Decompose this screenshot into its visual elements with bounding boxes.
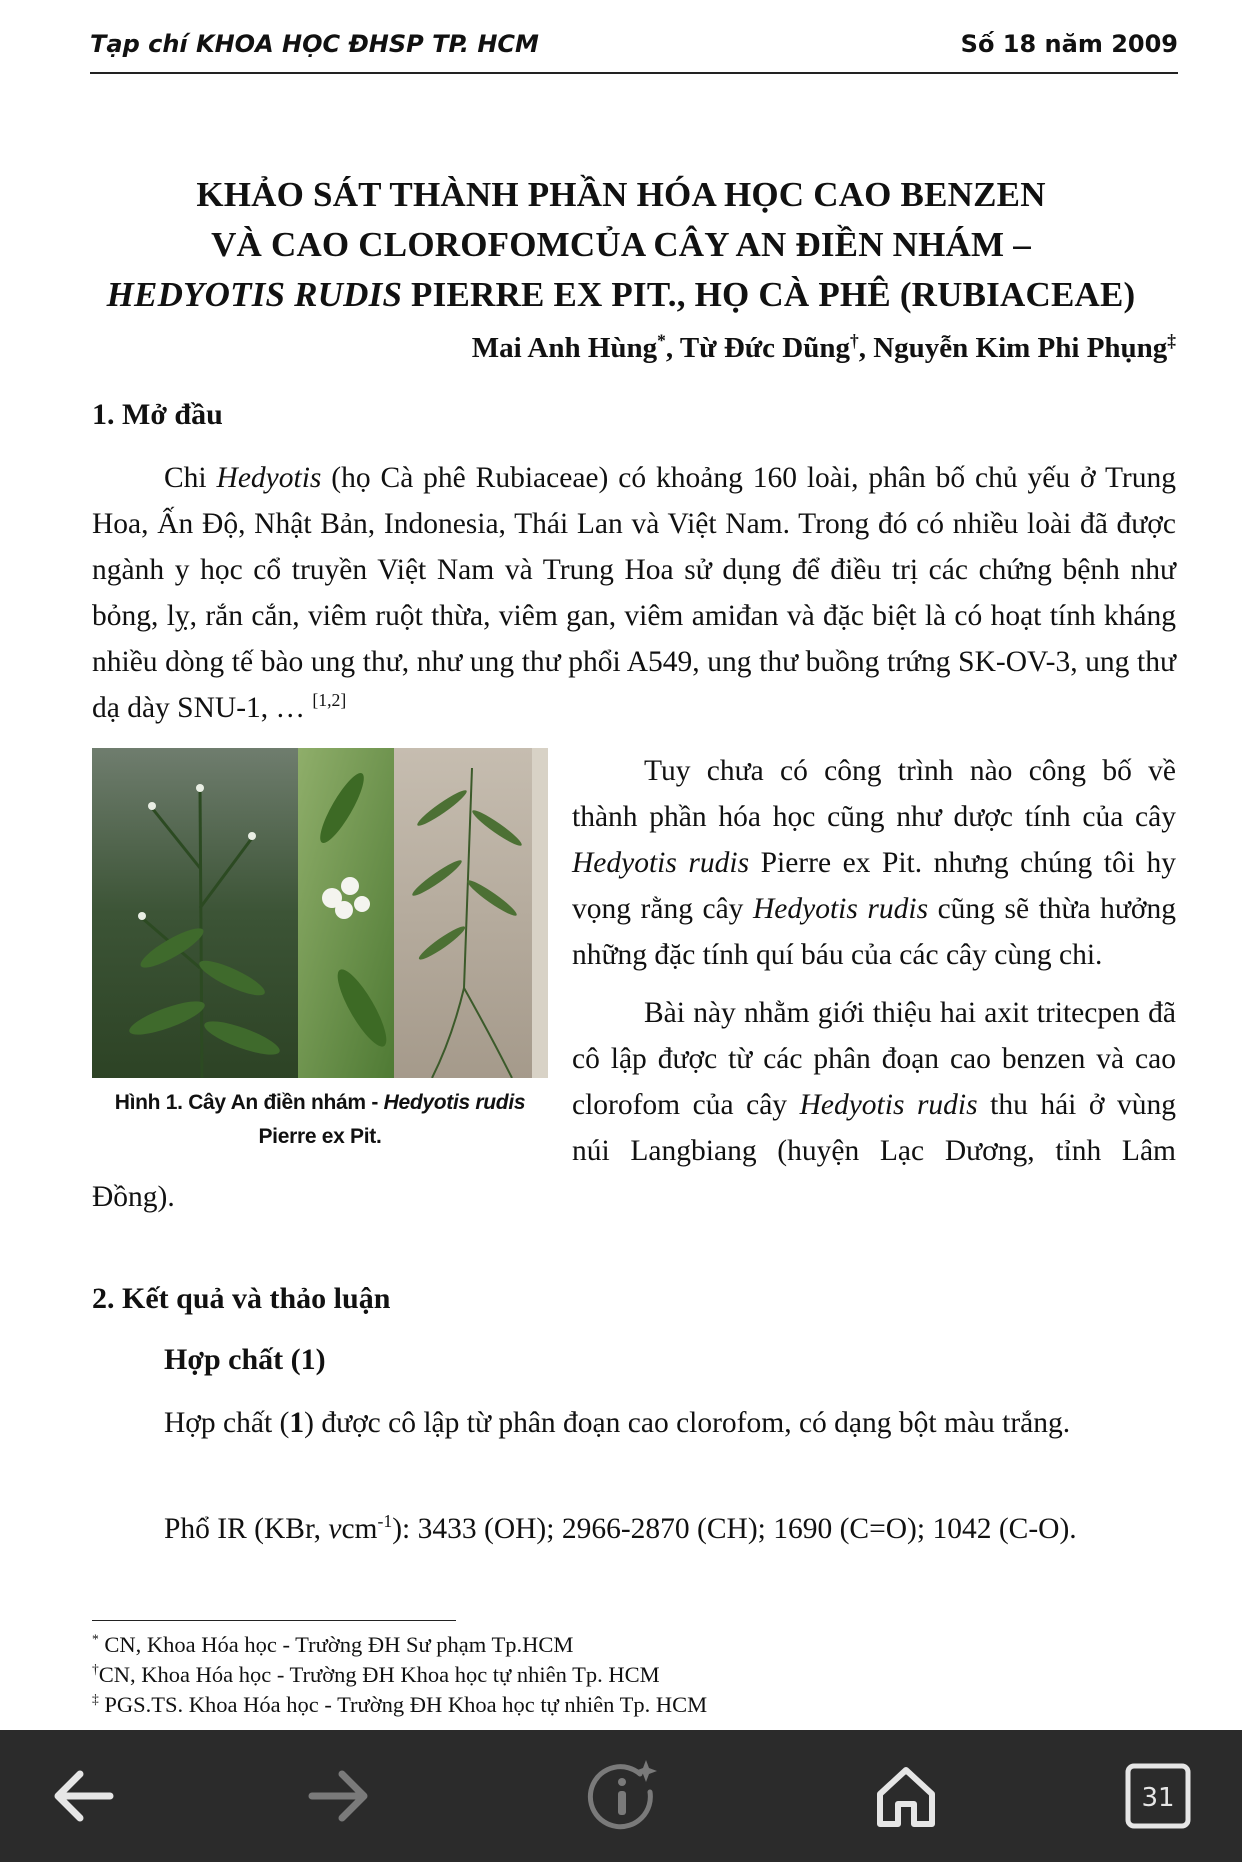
title-line-3: HEDYOTIS RUDIS PIERRE EX PIT., HỌ CÀ PHÊ (RUBIACEAE) (106, 275, 1136, 314)
footnote-divider (92, 1620, 456, 1621)
author-mark: † (850, 330, 859, 351)
intro-with-figure (92, 748, 1176, 1220)
back-button[interactable] (44, 1756, 124, 1836)
footnote: ‡ PGS.TS. Khoa Hóa học - Trường ĐH Khoa học tự nhiên Tp. HCM (92, 1691, 708, 1717)
footnotes (92, 1630, 707, 1720)
figure-caption: Hình 1. Cây An điền nhám - Hedyotis rudis Pierre ex Pit. (114, 1091, 526, 1148)
author-name: Từ Đức Dũng (679, 332, 850, 364)
arrow-right-icon (298, 1756, 378, 1836)
compound-heading: Hợp chất (1) (164, 1343, 326, 1376)
section-heading-results: 2. Kết quả và thảo luận (92, 1282, 391, 1315)
arrow-left-icon (44, 1756, 124, 1836)
title-line-2: VÀ CAO CLOROFOMCỦA CÂY AN ĐIỀN NHÁM – (211, 225, 1031, 264)
footnote: * CN, Khoa Hóa học - Trường ĐH Sư phạm Tp.HCM (92, 1631, 574, 1657)
figure-1 (92, 748, 548, 1154)
author-list: Mai Anh Hùng*, Từ Đức Dũng†, Nguyễn Kim Phi Phụng‡ (471, 330, 1176, 364)
author-name: Nguyễn Kim Phi Phụng (873, 332, 1168, 364)
running-header (90, 28, 1178, 74)
tabs-button[interactable] (1118, 1756, 1198, 1836)
plant-photo (92, 748, 548, 1078)
ir-spectrum-paragraph: Phổ IR (KBr, νcm$^{-1}$): 3433 (OH); 2966-2870 (CH); 1690 (C=O); 1042 (C-O). (164, 1511, 1077, 1545)
tabs-count-icon (1118, 1756, 1198, 1836)
forward-button[interactable] (298, 1756, 378, 1836)
results-paragraph-1: Hợp chất (1) được cô lập từ phân đoạn cao clorofom, có dạng bột màu trắng. (164, 1407, 1071, 1439)
browser-toolbar (0, 1730, 1242, 1862)
intro-paragraph-1: Chi Hedyotis (họ Cà phê Rubiaceae) có khoảng 160 loài, phân bố chủ yếu ở Trung Hoa, Ấn Độ, Nhật Bản, Indonesia, Thái Lan và Việt Nam. Trong đó có nhiều loài đã được ngành y học cổ truyền Việt Nam và Trung Hoa sử dụng để điều trị các chứng bệnh như bỏng, lỵ, rắn cắn, viêm ruột thừa, viêm gan, viêm amiđan và đặc biệt là có hoạt tính kháng nhiều dòng tế bào ung thư, như ung thư phổi A549, ung thư buồng trứng SK-OV-3, ung thư dạ dày SNU-1, … [1,2] (92, 462, 1176, 724)
author-name: Mai Anh Hùng (471, 332, 658, 364)
title-species: HEDYOTIS RUDIS (106, 275, 403, 314)
intro-paragraph-2: Tuy chưa có công trình nào công bố về thành phần hóa học cũng như dược tính của cây Hedyotis rudis Pierre ex Pit. nhưng chúng tôi hy vọng rằng cây Hedyotis rudis cũng sẽ thừa hưởng những đặc tính quí báu của các cây cùng chi. (572, 755, 1176, 971)
author-mark: * (657, 330, 666, 351)
author-mark: ‡ (1167, 330, 1176, 351)
home-icon (866, 1756, 946, 1836)
footnote: †CN, Khoa Hóa học - Trường ĐH Khoa học tự nhiên Tp. HCM (92, 1661, 660, 1687)
tabs-count: 31 (1141, 1783, 1175, 1813)
title-line-1: KHẢO SÁT THÀNH PHẦN HÓA HỌC CAO BENZEN (196, 175, 1046, 214)
home-button[interactable] (866, 1756, 946, 1836)
citation-ref: [1,2] (312, 690, 347, 711)
issue-number: Số 18 năm 2009 (960, 30, 1178, 58)
intro-paragraph-3: Bài này nhằm giới thiệu hai axit tritecpen đã cô lập được từ các phân đoạn cao benzen và cao clorofom của cây Hedyotis rudis thu hái ở vùng núi Langbiang (huyện Lạc Dương, tỉnh Lâm Đồng). (92, 997, 1176, 1213)
journal-name: Tạp chí KHOA HỌC ĐHSP TP. HCM (90, 30, 539, 58)
page-info-button[interactable] (582, 1756, 662, 1836)
section-heading-intro: 1. Mở đầu (92, 398, 223, 431)
paper-title (60, 170, 1182, 320)
info-sparkle-icon (582, 1756, 662, 1836)
